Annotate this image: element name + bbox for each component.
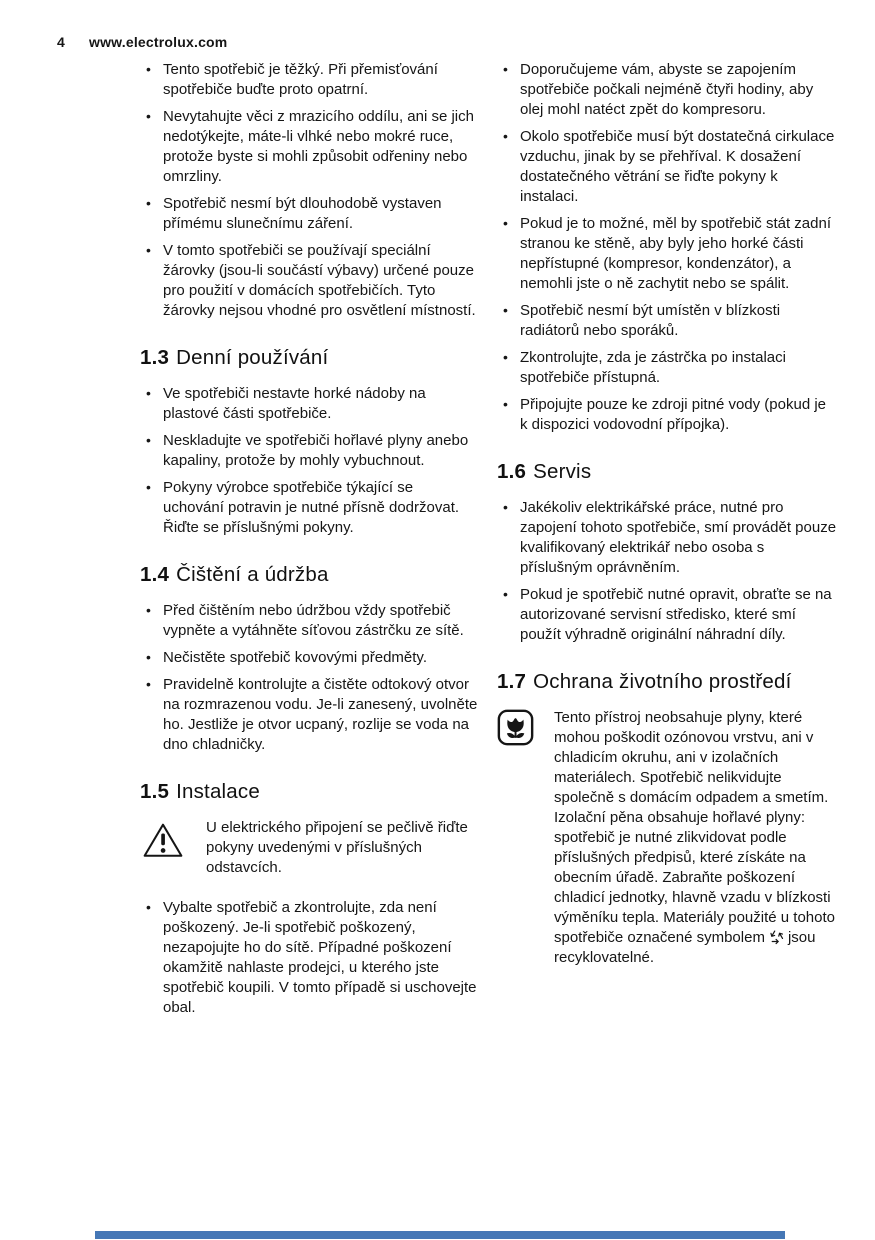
section-title: Ochrana životního prostředí	[533, 670, 792, 693]
bullet-item: • Okolo spotřebiče musí být dostatečná cirkulace vzduchu, jinak by se přehříval. K dosažení dostatečného větrání se řiďte pokyny k instalaci.	[497, 127, 837, 207]
bullet-item: • Jakékoliv elektrikářské práce, nutné pro zapojení tohoto spotřebiče, smí provádět pouze kvalifikovaný elektrikář nebo osoba s příslušným oprávněním.	[497, 498, 837, 578]
bullet-item: • V tomto spotřebiči se používají speciální žárovky (jsou-li součástí výbavy) určené pouze pro použití v domácích spotřebičích. Tyto žárovky nejsou vhodné pro osvětlení místností.	[140, 241, 478, 321]
section-number: 1.7	[497, 670, 527, 693]
installation-info-bullet-list	[497, 60, 837, 435]
flower-icon	[497, 708, 534, 968]
bullet-item: • Doporučujeme vám, abyste se zapojením spotřebiče počkali nejméně čtyři hodiny, aby olej mohl natéct zpět do kompresoru.	[497, 60, 837, 120]
section-heading-1-4	[140, 563, 478, 587]
bullet-item: • Tento spotřebič je těžký. Při přemisťování spotřebiče buďte proto opatrní.	[140, 60, 478, 100]
bullet-item: • Spotřebič nesmí být umístěn v blízkosti radiátorů nebo sporáků.	[497, 301, 837, 341]
column-right	[497, 60, 837, 968]
bullet-item: • Pravidelně kontrolujte a čistěte odtokový otvor na rozmrazenou vodu. Je-li zanesený, uvolněte ho. Jestliže je otvor ucpaný, rozlije se voda na dno chladničky.	[140, 675, 478, 755]
environment-paragraph	[554, 708, 836, 968]
section-number: 1.6	[497, 460, 527, 483]
bullet-item: • Pokud je spotřebič nutné opravit, obraťte se na autorizované servisní středisko, které smí použít výhradně originální náhradní díly.	[497, 585, 837, 645]
section-heading-1-3	[140, 346, 478, 370]
recycling-symbol-icon	[768, 929, 785, 945]
section-heading-1-7	[497, 670, 837, 694]
section-title: Servis	[533, 460, 592, 483]
daily-use-bullet-list	[140, 384, 478, 538]
warning-icon	[142, 818, 184, 878]
bullet-item: • Pokyny výrobce spotřebiče týkající se uchování potravin je nutné přísně dodržovat. Řiďte se příslušnými pokyny.	[140, 478, 478, 538]
installation-bullet-list	[140, 898, 478, 1018]
page-header	[57, 34, 227, 50]
bullet-item: • Spotřebič nesmí být dlouhodobě vystaven přímému slunečnímu záření.	[140, 194, 478, 234]
bullet-item: • Připojujte pouze ke zdroji pitné vody (pokud je k dispozici vodovodní přípojka).	[497, 395, 837, 435]
bullet-item: • Zkontrolujte, zda je zástrčka po instalaci spotřebiče přístupná.	[497, 348, 837, 388]
section-title: Čištění a údržba	[176, 563, 329, 586]
column-left	[140, 60, 478, 1025]
service-bullet-list	[497, 498, 837, 645]
environment-text-after-symbol: jsou recyklovatelné.	[554, 929, 816, 966]
bullet-item: • Nečistěte spotřebič kovovými předměty.	[140, 648, 478, 668]
section-number: 1.3	[140, 346, 170, 369]
bullet-item: • Ve spotřebiči nestavte horké nádoby na plastové části spotřebiče.	[140, 384, 478, 424]
bullet-item: • Pokud je to možné, měl by spotřebič stát zadní stranou ke stěně, aby byly jeho horké části nepřístupné (kompresor, kondenzátor), a nemohli jste o ně zachytit nebo se spálit.	[497, 214, 837, 294]
header-website: www.electrolux.com	[89, 34, 228, 50]
bullet-item: • Před čištěním nebo údržbou vždy spotřebič vypněte a vytáhněte síťovou zástrčku ze sítě.	[140, 601, 478, 641]
care-bullet-list	[140, 601, 478, 755]
safety-bullet-list	[140, 60, 478, 321]
section-title: Denní používání	[176, 346, 329, 369]
section-number: 1.5	[140, 780, 170, 803]
environment-note	[497, 708, 837, 968]
section-heading-1-5	[140, 780, 478, 804]
warning-note-text: U elektrického připojení se pečlivě řiďte pokyny uvedenými v příslušných odstavcích.	[206, 819, 468, 876]
bullet-item: • Vybalte spotřebič a zkontrolujte, zda není poškozený. Je-li spotřebič poškozený, nezapojujte ho do sítě. Případné poškození okamžitě nahlaste prodejci, u kterého jste spotřebič koupili. V tomto případě si uschovejte obal.	[140, 898, 478, 1018]
page-number: 4	[57, 34, 65, 50]
section-heading-1-6	[497, 460, 837, 484]
footer-accent-bar	[95, 1231, 785, 1239]
bullet-item: • Neskladujte ve spotřebiči hořlavé plyny anebo kapaliny, protože by mohly vybuchnout.	[140, 431, 478, 471]
section-title: Instalace	[176, 780, 260, 803]
section-number: 1.4	[140, 563, 170, 586]
environment-text-before-symbol: Tento přístroj neobsahuje plyny, které mohou poškodit ozónovou vrstvu, ani v chladicím okruhu, ani v izolačních materiálech. Spotřebič nelikvidujte společně s domácím odpadem a smetím. Izolační pěna obsahuje hořlavé plyny: spotřebič je nutné zlikvidovat podle příslušných předpisů, které získáte na obecním úřadě. Zabraňte poškození chladicí jednotky, hlavně vzadu v blízkosti výměníku tepla. Materiály použité u tohoto spotřebiče označené symbolem	[554, 709, 835, 946]
bullet-item: • Nevytahujte věci z mrazicího oddílu, ani se jich nedotýkejte, máte-li vlhké nebo mokré ruce, protože byste si mohli způsobit odřeniny nebo omrzliny.	[140, 107, 478, 187]
warning-note	[142, 818, 478, 878]
